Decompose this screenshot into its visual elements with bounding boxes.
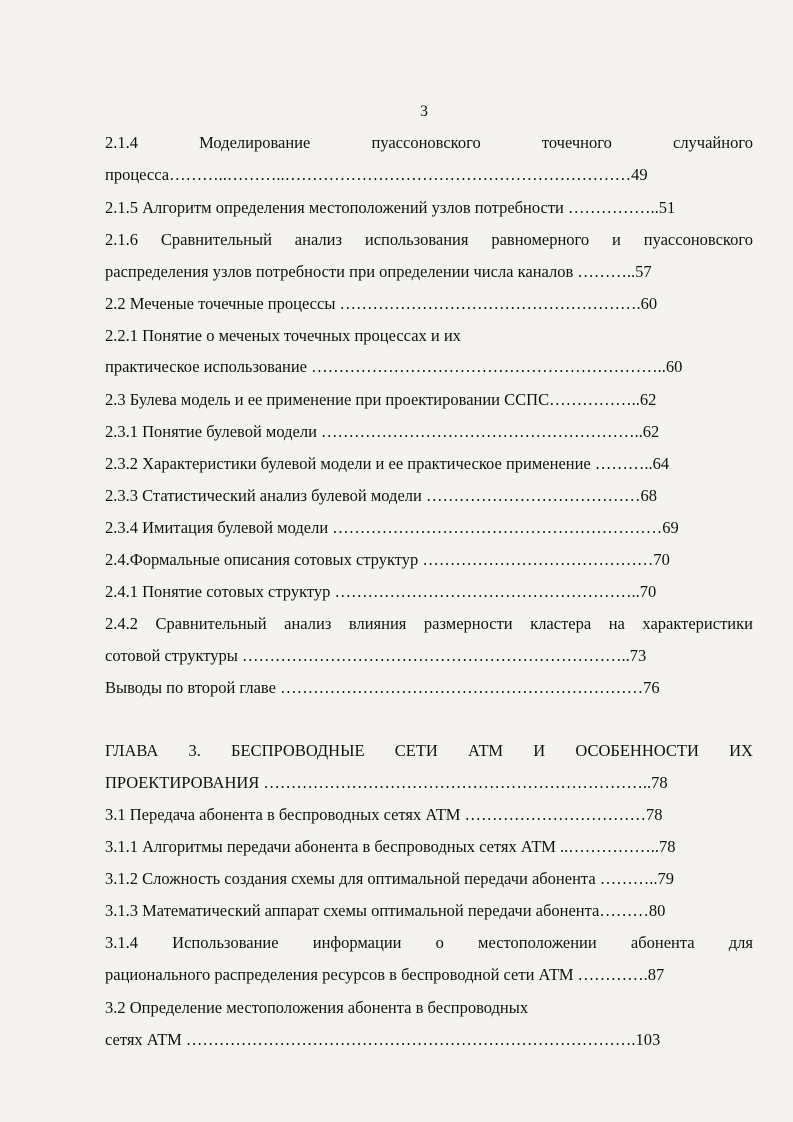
toc-word: кластера [530,614,592,633]
toc-word: 2.1.6 [105,230,138,249]
toc-word: равномерного [491,230,590,249]
toc-word: использования [364,230,469,249]
toc-line: 2.1.5 Алгоритм определения местоположений узлов потребности ……………..51 [105,198,676,217]
toc-word: информации [312,933,402,952]
toc-word: точечного [541,133,612,152]
toc-line: 2.3.2 Характеристики булевой модели и ее практическое применение ………..64 [105,454,670,473]
toc-word: 2.1.4 [105,133,138,152]
toc-word: И [533,741,546,760]
toc-line [105,230,753,250]
toc-word: ИХ [729,741,753,760]
toc-line: Выводы по второй главе …………………………………………………………76 [105,678,660,697]
toc-word: местоположении [478,933,597,952]
toc-word: 3. [188,741,201,760]
toc-word: характеристики [642,614,753,633]
toc-line: 3.1.2 Сложность создания схемы для оптимальной передачи абонента ………..79 [105,869,675,888]
toc-word: АТМ [468,741,504,760]
toc-line: 2.3 Булева модель и ее применение при проектировании ССПС……………..62 [105,390,657,409]
toc-word: Сравнительный [155,614,267,633]
toc-word: на [608,614,625,633]
toc-word: пуассоновского [371,133,481,152]
toc-word: ГЛАВА [105,741,159,760]
toc-line [105,933,753,953]
toc-line: 3.1 Передача абонента в беспроводных сетях АТМ ……………………………78 [105,805,663,824]
toc-word: анализ [284,614,332,633]
toc-line: ПРОЕКТИРОВАНИЯ ……………………………………………………………..78 [105,773,668,792]
toc-word: 3.1.4 [105,933,138,952]
toc-word: БЕСПРОВОДНЫЕ [231,741,365,760]
toc-line: 3.1.1 Алгоритмы передачи абонента в беспроводных сетях АТМ ..……………..78 [105,837,676,856]
toc-line: сетях АТМ ……………………………………………………………………….103 [105,1030,661,1049]
toc-line [105,133,753,153]
toc-line [105,614,753,634]
toc-word: и [612,230,621,249]
toc-line: 2.4.Формальные описания сотовых структур ……………………………………70 [105,550,670,569]
toc-word: о [435,933,444,952]
toc-word: для [728,933,753,952]
toc-word: Моделирование [199,133,311,152]
toc-line: процесса………..………..………………………………………………………49 [105,165,648,184]
toc-word: влияния [348,614,407,633]
chapter-heading [105,741,753,761]
toc-line: сотовой структуры ……………………………………………………………..73 [105,646,647,665]
toc-line: 3.1.3 Математический аппарат схемы оптимальной передачи абонента………80 [105,901,666,920]
toc-word: Сравнительный [160,230,272,249]
toc-line: рационального распределения ресурсов в беспроводной сети АТМ ………….87 [105,965,665,984]
toc-word: ОСОБЕННОСТИ [575,741,699,760]
toc-word: Использование [172,933,279,952]
toc-word: анализ [294,230,343,249]
toc-line: 2.2.1 Понятие о меченых точечных процессах и их [105,326,461,345]
toc-line: 2.3.1 Понятие булевой модели …………………………………………………..62 [105,422,660,441]
toc-line: 2.3.4 Имитация булевой модели ……………………………………………………69 [105,518,679,537]
toc-word: 2.4.2 [105,614,138,633]
toc-line: 2.2 Меченые точечные процессы ……………………………………………….60 [105,294,658,313]
toc-word: случайного [673,133,753,152]
toc-word: абонента [630,933,695,952]
toc-line: 2.3.3 Статистический анализ булевой модели …………………………………68 [105,486,657,505]
toc-line: 3.2 Определение местоположения абонента в беспроводных [105,998,529,1017]
toc-word: СЕТИ [394,741,438,760]
toc-line: распределения узлов потребности при определении числа каналов ………..57 [105,262,652,281]
page-number: 3 [420,103,428,120]
toc-line: 2.4.1 Понятие сотовых структур ………………………………………………..70 [105,582,657,601]
toc-word: размерности [423,614,513,633]
toc-word: пуассоновского [643,230,753,249]
toc-line: практическое использование ………………………………………………………..60 [105,357,683,376]
